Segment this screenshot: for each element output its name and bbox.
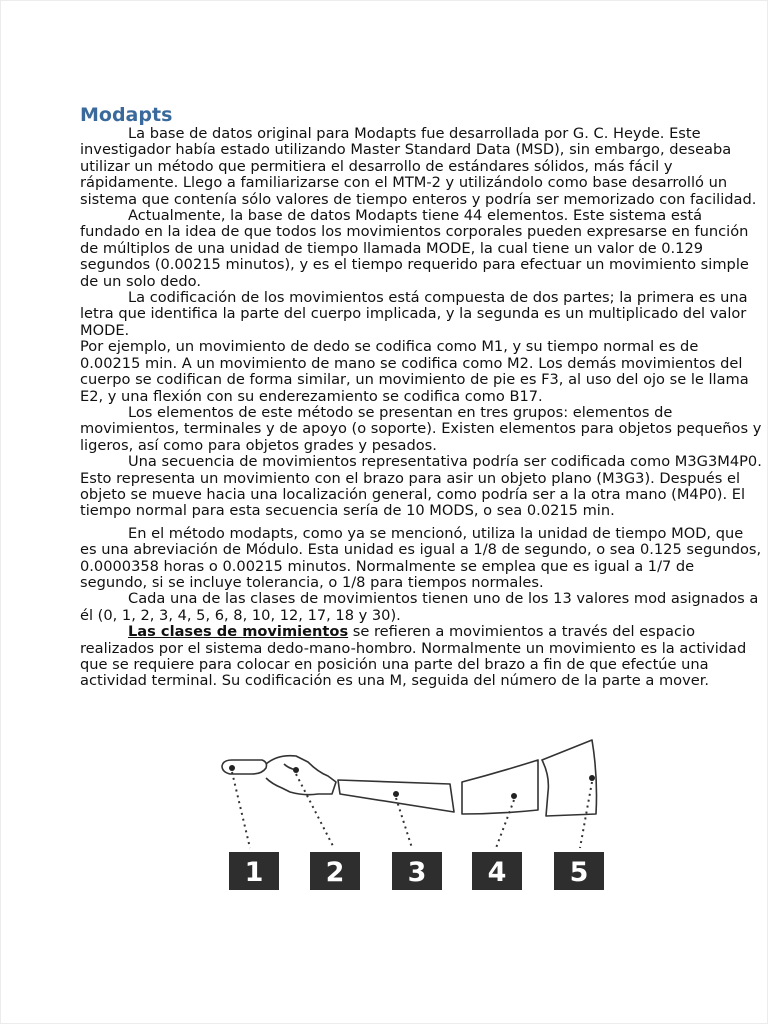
paragraph-intro: La base de datos original para Modapts fue desarrollada por G. C. Heyde. Este investigador había estado utilizando Master Standard Data (MSD), sin embargo, deseaba utilizar un método que permitiera el desarrollo de estándares sólidos, más fácil y rápidamente. Llego a familiarizarse con el MTM-2 y utilizándolo como base desarrolló un sistema que contenía sólo valores de tiempo enteros y podría ser memorizado con facilidad. [80,125,757,208]
shoulder-segment [542,740,597,816]
number-label-5: 5 [569,857,589,888]
arm-segments-figure [200,736,640,896]
arm-drawing [222,740,597,816]
segment-number-5 [554,852,604,890]
segment-number-4 [472,852,522,890]
document-body [80,126,762,690]
segment-number-2 [310,852,360,890]
pointer-line-4 [496,800,514,848]
number-label-4: 4 [487,857,507,888]
pivot-dot-3 [393,791,399,797]
paragraph-sequence: Una secuencia de movimientos representativa podría ser codificada como M3G3M4P0. Esto representa un movimiento con el brazo para asir un objeto plano (M3G3). Después el objeto se mueve hacia una localización general, como podría ser a la otra mano (M4P0). El tiempo normal para esta secuencia sería de 10 MODS, o sea 0.0215 min. [80,453,762,520]
paragraph-example: Por ejemplo, un movimiento de dedo se codifica como M1, y su tiempo normal es de 0.00215 min. A un movimiento de mano se codifica como M2. Los demás movimientos del cuerpo se codifican de forma similar, un movimiento de pie es F3, al uso del ojo se le llama E2, y una flexión con su enderezamiento se codifica como B17. [80,338,749,405]
segment-number-boxes [229,852,604,890]
number-label-2: 2 [325,857,345,888]
pivot-dot-5 [589,775,595,781]
pointer-line-1 [232,772,250,848]
paragraph-database: Actualmente, la base de datos Modapts tiene 44 elementos. Este sistema está fundado en la idea de que todos los movimientos corporales pueden expresarse en función de múltiplos de una unidad de tiempo llamada MODE, la cual tiene un valor de 0.129 segundos (0.00215 minutos), y es el tiempo requerido para efectuar un movimiento simple de un solo dedo. [80,207,749,290]
pivot-dot-1 [229,765,235,771]
pointer-line-2 [296,774,334,848]
number-label-1: 1 [244,857,264,888]
segment-number-3 [392,852,442,890]
segment-number-1 [229,852,279,890]
paragraph-movement-classes [80,624,762,690]
page-title: Modapts [80,104,173,126]
finger-segment [222,760,267,774]
pivot-dot-4 [511,793,517,799]
pivot-dot-2 [293,767,299,773]
number-label-3: 3 [407,857,427,888]
movement-classes-text: se refieren a movimientos a través del espacio realizados por el sistema dedo-mano-hombro. Normalmente un movimiento es la actividad que se requiere para colocar en posición una parte del brazo a fin de que efectúe una actividad terminal. Su codificación es una M, seguida del número de la parte a mover. [80,623,747,690]
paragraph-coding: La codificación de los movimientos está compuesta de dos partes; la primera es una letra que identifica la parte del cuerpo implicada, y la segunda es un multiplicado del valor MODE. [80,289,748,339]
movement-classes-heading: Las clases de movimientos [128,623,349,641]
paragraph-mod-unit: En el método modapts, como ya se mencionó, utiliza la unidad de tiempo MOD, que es una abreviación de Módulo. Esta unidad es igual a 1/8 de segundo, o sea 0.125 segundos, 0.0000358 horas o 0.00215 minutos. Normalmente se emplea que es igual a 1/7 de segundo, si se incluye tolerancia, o 1/8 para tiempos normales. [80,524,762,591]
upper-arm-segment [462,760,538,814]
paragraph-groups: Los elementos de este método se presentan en tres grupos: elementos de movimientos, terminales y de apoyo (o soporte). Existen elementos para objetos pequeños y ligeros, así como para objetos grades y pesados. [80,403,762,454]
hand-segment [266,756,336,795]
paragraph-mod-values: Cada una de las clases de movimientos tienen uno de los 13 valores mod asignados a él (0, 1, 2, 3, 4, 5, 6, 8, 10, 12, 17, 18 y 30). [80,590,759,624]
